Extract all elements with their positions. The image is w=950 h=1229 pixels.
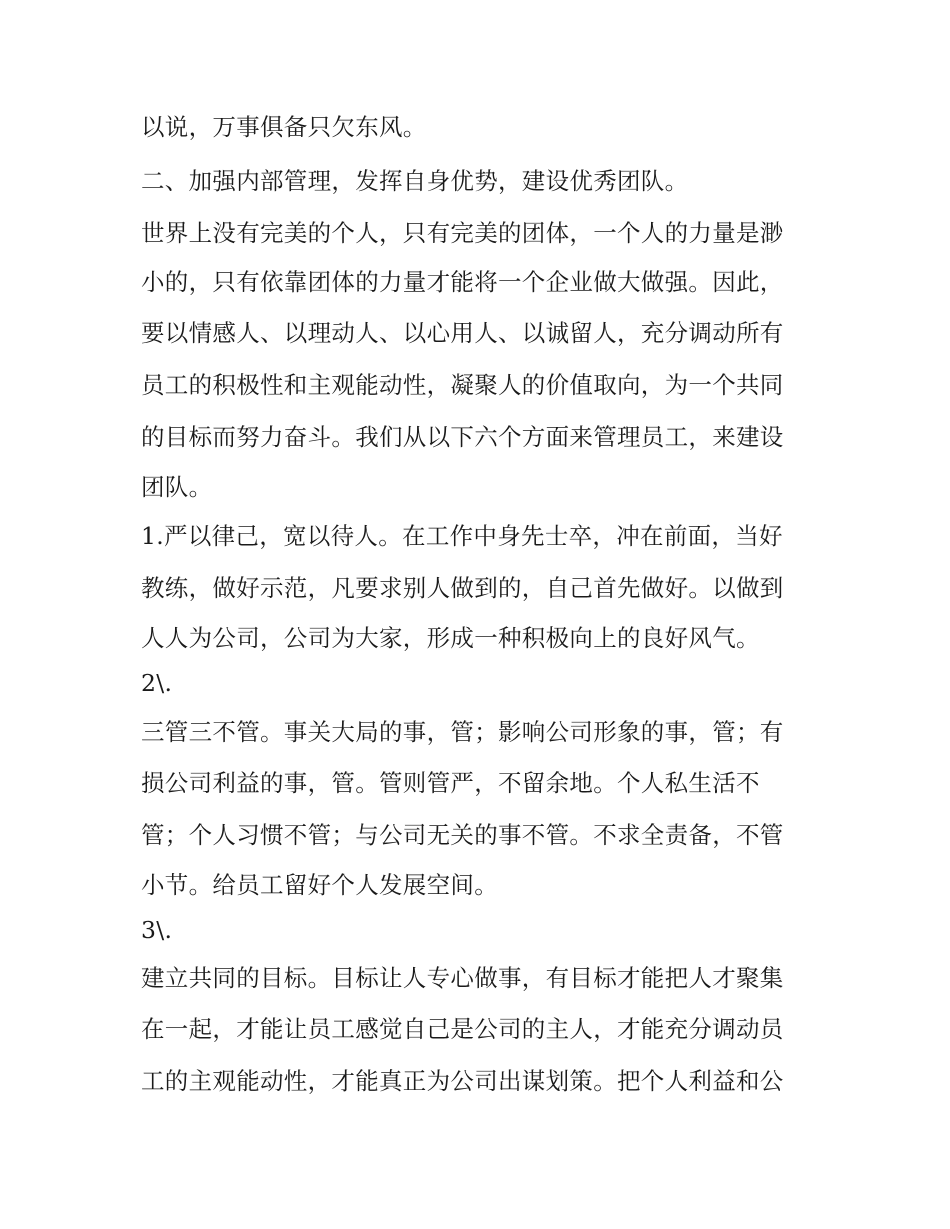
list-number-3: 3\. — [141, 916, 173, 944]
text-line: 管；个人习惯不管；与公司无关的事不管。不求全责备，不管 — [141, 821, 784, 849]
text-line: 教练，做好示范，凡要求别人做到的，自己首先做好。以做到 — [141, 574, 784, 602]
text-line: 世界上没有完美的个人，只有完美的团体，一个人的力量是渺 — [141, 219, 784, 247]
text-line: 员工的积极性和主观能动性，凝聚人的价值取向，为一个共同 — [141, 371, 784, 399]
text-line: 要以情感人、以理动人、以心用人、以诚留人，充分调动所有 — [141, 319, 784, 347]
text-line: 小的，只有依靠团体的力量才能将一个企业做大做强。因此， — [141, 268, 784, 296]
text-line: 以说，万事俱备只欠东风。 — [141, 113, 427, 141]
text-line: 的目标而努力奋斗。我们从以下六个方面来管理员工，来建设 — [141, 423, 784, 451]
text-line: 小节。给员工留好个人发展空间。 — [141, 871, 498, 899]
text-line: 团队。 — [141, 473, 213, 501]
list-item-3: 建立共同的目标。目标让人专心做事，有目标才能把人才聚集 — [141, 964, 784, 992]
list-item-2: 三管三不管。事关大局的事，管；影响公司形象的事，管；有 — [141, 718, 784, 746]
section-heading: 二、加强内部管理，发挥自身优势，建设优秀团队。 — [141, 167, 689, 195]
text-line: 人人为公司，公司为大家，形成一种积极向上的良好风气。 — [141, 624, 760, 652]
text-line: 在一起，才能让员工感觉自己是公司的主人，才能充分调动员 — [141, 1015, 784, 1043]
list-item-1: 1.严以律己，宽以待人。在工作中身先士卒，冲在前面，当好 — [141, 522, 783, 550]
text-line: 工的主观能动性，才能真正为公司出谋划策。把个人利益和公 — [141, 1067, 784, 1095]
text-line: 损公司利益的事，管。管则管严，不留余地。个人私生活不 — [141, 769, 760, 797]
list-number-2: 2\. — [141, 669, 173, 697]
